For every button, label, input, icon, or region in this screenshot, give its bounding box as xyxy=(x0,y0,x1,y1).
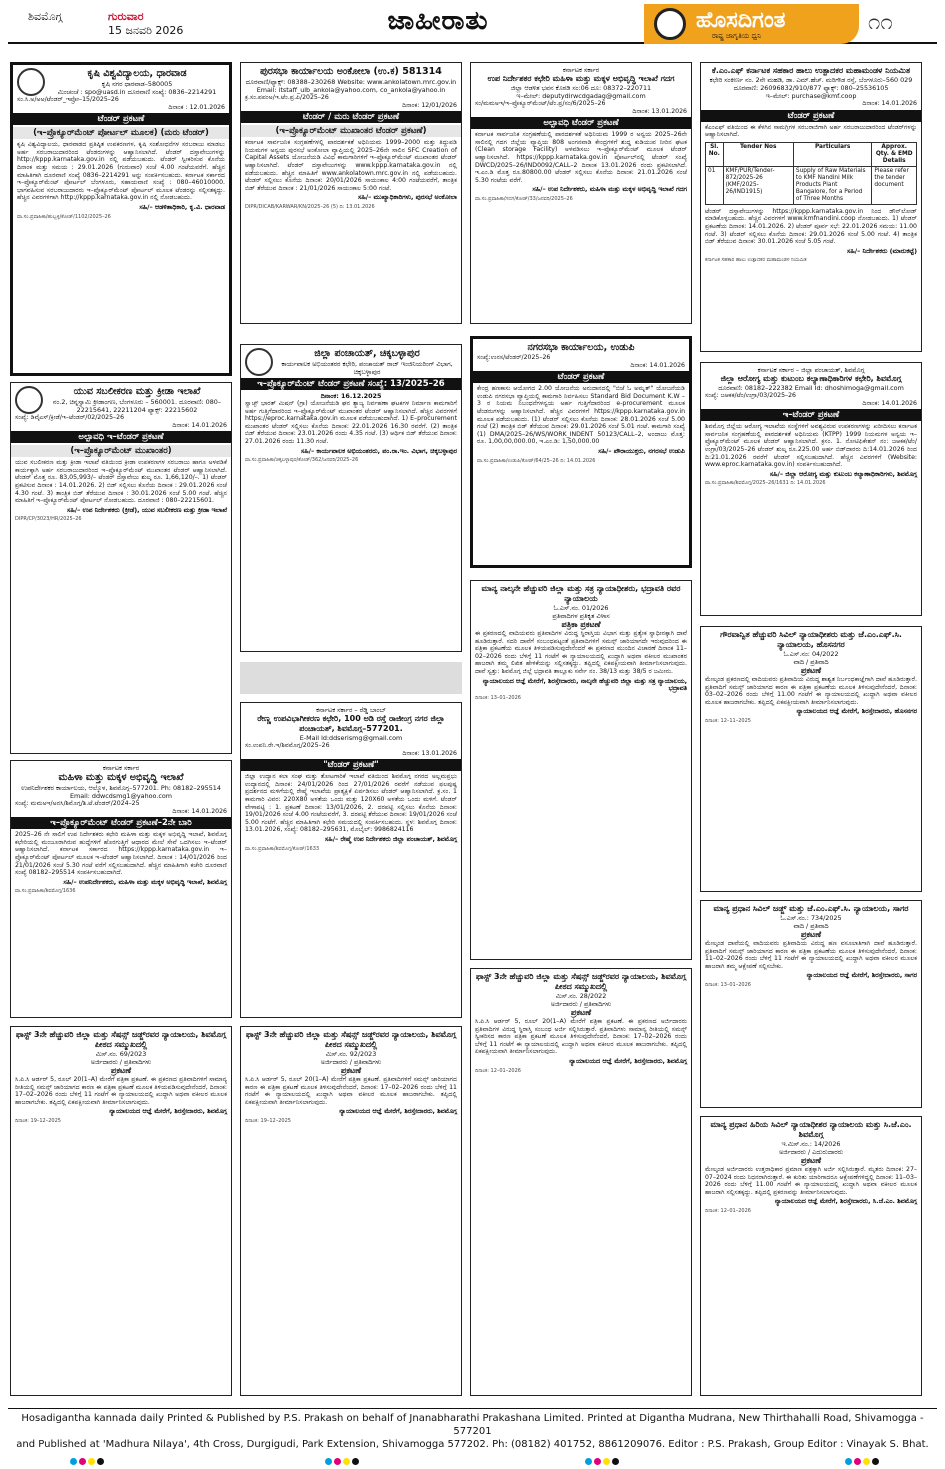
ad-band: ಪ್ರಕಟಣೆ xyxy=(110,1066,132,1075)
date-label: 15 ಜನವರಿ 2026 xyxy=(108,24,184,37)
case-number: ಓ.ಎಸ್.ನಂ. 01/2026 xyxy=(553,604,609,612)
ad-body: ಸ್ವಾಚ್ಛ್ ಭಾರತ್ ಮಿಷನ್ (ಗ್ರಾ) ಯೋಜನೆಯಡಿ ಘನ ತ್ಯಾಜ್ಯ ನಿರ್ವಹಣಾ ಘಟಕಗಳ ನಿರ್ಮಾಣ ಕಾಮಗಾರಿಗೆ ಅರ್ಹ ಗುತ್ತಿಗೆದಾರರಿಂದ ಇ–ಪ್ರೊಕ್ಯೂರ್‌ಮೆಂಟ್ ಮುಖಾಂತರ ಟೆಂಡರ್ ಆಹ್ವಾನಿಸಲಾಗಿದೆ. ಹೆಚ್ಚಿನ ವಿವರಗಳಿಗೆ https://eproc.karnataka.gov.in ಮೂಲಕ ಪಡೆಯಬಹುದಾಗಿದೆ. 1) E–procurement ಮುಖಾಂತರ ಟೆಂಡರ್ ಸಲ್ಲಿಸಲು ಕೊನೆಯ ದಿನಾಂಕ: 22.01.2026 16.30 ರವರೆಗೆ. (2) ತಾಂತ್ರಿಕ ಬಿಡ್ ತೆರೆಯುವ ದಿನಾಂಕ: 23.01.2026 ರಂದು 4.35 ಗಂಟೆ. (3) ಆರ್ಥಿಕ ಬಿಡ್ ತೆರೆಯುವ ದಿನಾಂಕ: 27.01.2026 ರಂದು 11.30 ಗಂಟೆ. xyxy=(245,400,457,445)
ad-ref: ಸಂ.ಸಿ.ಅ/ಅಅ/ಟೆಂಡರ್_ಇಪ್ರೋ–15/2025–26 xyxy=(17,96,119,103)
table-cell: 01 xyxy=(706,166,724,204)
case-number: ಮಿಸ್.ನಂ. 28/2022 xyxy=(555,992,607,1000)
ad-yuva-tender xyxy=(10,382,232,754)
ad-footer: ವಾ.ಸಂ.ಪ್ರವಾಹಿಕಾ/ಚಿಕ್ಕಬಳ್ಳಾಪುರ/ಕೋಡ್/362/ಜನವರಿ/2025–26 xyxy=(245,457,359,464)
case-number: ಮಿಸ್.ನಂ. 92/2023 xyxy=(325,1050,377,1058)
ad-signature: ನ್ಯಾಯಾಲಯದ ಆಜ್ಞೆ ಮೇರೆಗೆ, ಶಿರಸ್ತೇದಾರರು, ಸಾಗರ xyxy=(806,971,917,980)
ad-footer: ದಿನಾಂಕ: 13–01–2026 xyxy=(475,694,521,701)
state-emblem-icon xyxy=(15,386,43,414)
party-label: ಅರ್ಜಿದಾರರು / ಪ್ರತಿವಾದಿಗಳು xyxy=(550,1000,612,1008)
ad-title: ಉಪ ನಿರ್ದೇಶಕರ ಕಛೇರಿ ಮಹಿಳಾ ಮತ್ತು ಮಕ್ಕಳ ಅಭಿವೃದ್ಧಿ ಇಲಾಖೆ ಗದಗ xyxy=(487,74,675,83)
ad-signature: ನ್ಯಾಯಾಲಯದ ಆಜ್ಞೆ ಮೇರೆಗೆ, ಶಿರಸ್ತೇದಾರರು, ಹೊಸನಗರ xyxy=(796,707,917,716)
day-label: ಗುರುವಾರ xyxy=(108,10,144,23)
ad-date: ದಿನಾಂಕ: 14.01.2026 xyxy=(862,399,917,407)
brand-logo-icon xyxy=(654,8,686,40)
ad-band: "ಟೆಂಡರ್ ಪ್ರಕಟಣೆ" xyxy=(241,759,461,771)
ad-body: 2025–26 ನೇ ಸಾಲಿಗೆ ಉಪ ನಿರ್ದೇಶಕರು ಕಛೇರಿ ಮಹಿಳಾ ಮತ್ತು ಮಕ್ಕಳ ಅಭಿವೃದ್ಧಿ ಇಲಾಖೆ, ಶಿವಮೊಗ್ಗ ಕಛೇರಿಯಲ್ಲಿ ಮಂಜೂರಾಗಿರುವ ಹುದ್ದೆಗಳಿಗೆ ಹೊರಗುತ್ತಿಗೆ ಆಧಾರದ ಮೇಲೆ ಸೇವೆ ಒದಗಿಸಲು ಇ–ಟೆಂಡರ್ ಆಹ್ವಾನಿಸಲಾಗಿದೆ. ಕರ್ನಾಟಕ ಸರ್ಕಾರದ https://kppp.karnataka.gov.in ಇ–ಪ್ರೊಕ್ಯೂರ್‌ಮೆಂಟ್ ಪೋರ್ಟಲ್ ಮೂಲಕ ಇ–ಟೆಂಡರ್ ಆಹ್ವಾನಿಸಲಾಗಿದೆ. ದಿನಾಂಕ : 14/01/2026 ರಿಂದ 21/01/2026 ಸಂಜೆ 5.30 ಗಂಟೆ ವರೆಗೆ ಸಲ್ಲಿಸಬಹುದಾಗಿದೆ. ಹೆಚ್ಚಿನ ಮಾಹಿತಿಗಾಗಿ ಕಚೇರಿ ದೂರವಾಣಿ ಸಂಖ್ಯೆ 08182–295514 ಸಂಪರ್ಕಿಸಬಹುದಾಗಿದೆ. xyxy=(15,831,227,877)
ad-band: ಪ್ರಕಟಣೆ xyxy=(570,1008,592,1017)
ad-court-l xyxy=(470,968,692,1396)
ad-title: ಜಿಲ್ಲಾ ಆರೋಗ್ಯ ಮತ್ತು ಕುಟುಂಬ ಕಲ್ಯಾಣಾಧಿಕಾರಿಗಳ ಕಛೇರಿ, ಶಿವಮೊಗ್ಗ xyxy=(720,374,902,383)
ad-ref: ಸಂ.ಉಪನಿ.ರೇ.ಇ/ಶಿವಮೊಗ್ಗ/2025–26 xyxy=(245,742,330,749)
ad-date: ದಿನಾಂಕ: 14.01.2026 xyxy=(862,100,917,107)
ad-body: ಸಿ.ಪಿ.ಸಿ ಆರ್ಡರ್ 5, ರೂಲ್ 20(1–A) ಮೇರೆಗೆ ಪತ್ರಿಕಾ ಪ್ರಕಟಣೆ. ಈ ಪ್ರಕರಣದ ಪ್ರತಿವಾದಿಗಳಿಗೆ ಸಾಮಾನ್ಯ ರೀತಿಯಲ್ಲಿ ಸಮನ್ಸ್ ಜಾರಿಯಾಗದ ಕಾರಣ ಈ ಪತ್ರಿಕಾ ಪ್ರಕಟಣೆ ಮೂಲಕ ತಿಳಿಯಪಡಿಸುವುದೇನೆಂದರೆ, ದಿನಾಂಕ: 17–02–2026 ರಂದು ಬೆಳಿಗ್ಗೆ 11 ಗಂಟೆಗೆ ಈ ನ್ಯಾಯಾಲಯದಲ್ಲಿ ಖುದ್ದಾಗಿ ಅಥವಾ ವಕೀಲರ ಮೂಲಕ ಹಾಜರಾಗಬೇಕು. ತಪ್ಪಿದಲ್ಲಿ ಏಕಪಕ್ಷೀಯವಾಗಿ ತೀರ್ಮಾನಿಸಲಾಗುವುದು. xyxy=(15,1076,227,1106)
ad-band-sub: (ಇ–ಪ್ರೊಕ್ಯೂರ್‌ಮೆಂಟ್ ಮುಖಾಂತರ ಟೆಂಡರ್ ಪ್ರಕಟಣೆ) xyxy=(241,125,461,137)
blank-ad-space xyxy=(240,662,462,694)
ad-footer: ದಿನಾಂಕ: 12–01–2026 xyxy=(475,1067,521,1074)
party-label: ವಾದಿ / ಪ್ರತಿವಾದಿ xyxy=(793,658,829,666)
page-number: ೧೧ xyxy=(868,10,893,35)
case-number: ಮಿಸ್.ನಂ. 69/2023 xyxy=(95,1050,147,1058)
ad-org: ಕರ್ನಾಟಕ ಸರ್ಕಾರ – ರೆಡ್ಡಿ ಬಾಂಬ್ xyxy=(316,706,386,714)
ad-title: ಫಾಸ್ಟ್ 3ನೇ ಹೆಚ್ಚುವರಿ ಜಿಲ್ಲಾ ಮತ್ತು ಸೆಷನ್ಸ್ ಜಡ್ಜ್‌ರವರ ನ್ಯಾಯಾಲಯ, ಶಿವಮೊಗ್ಗ ಪೀಠದ ಸಮ್ಮುಖದಲ್ಲಿ xyxy=(475,972,687,991)
ad-band: ಪತ್ರಿಕಾ ಪ್ರಕಟಣೆ xyxy=(561,620,601,629)
ad-date: ದಿನಾಂಕ: 14.01.2026 xyxy=(172,807,227,815)
ad-body: ಟೆಂಡರ್ ದಸ್ತಾವೇಜುಗಳನ್ನು https://kppp.karnataka.gov.in ನಿಂದ ಡೌನ್‌ಲೋಡ್ ಮಾಡಿಕೊಳ್ಳಬಹುದು. ಹೆಚ್ಚಿನ ವಿವರಗಳಿಗೆ www.kmfnandini.coop ನೋಡಬಹುದು. 1) ಟೆಂಡರ್ ಪ್ರಕಟಣೆಯ ದಿನಾಂಕ: 14.01.2026. 2) ಟೆಂಡರ್ ಪೂರ್ವ ಸಭೆ: 22.01.2026 ಸಮಯ: 11.00 ಗಂಟೆ. 3) ಟೆಂಡರ್ ಸಲ್ಲಿಸಲು ಕೊನೆಯ ದಿನಾಂಕ: 29.01.2026 ಸಂಜೆ 5.00 ಗಂಟೆ. 4) ತಾಂತ್ರಿಕ ಬಿಡ್ ತೆರೆಯುವ ದಿನಾಂಕ: 30.01.2026 ಸಂಜೆ 5.05 ಗಂಟೆ. xyxy=(705,207,917,246)
table-header-cell: Sl. No. xyxy=(706,142,724,166)
ad-footer: ದಿನಾಂಕ: 19–12–2025 xyxy=(15,1117,61,1124)
ad-title: ಮಾನ್ಯ ನಾಲ್ಕನೇ ಹೆಚ್ಚುವರಿ ಜಿಲ್ಲಾ ಮತ್ತು ಸತ್ರ ನ್ಯಾಯಾಧೀಶರು, ಭದ್ರಾವತಿ ರವರ ನ್ಯಾಯಾಲಯ xyxy=(481,584,681,603)
ad-wcd-shimoga xyxy=(10,760,232,1018)
ad-date: ದಿನಾಂಕ : 12.01.2026 xyxy=(168,103,225,111)
party-label: ಅರ್ಜಿದಾರರು / ಪ್ರತಿವಾದಿಗಳು xyxy=(90,1058,152,1066)
university-emblem-icon xyxy=(17,68,45,96)
ad-body: ಶಿವಮೊಗ್ಗ ಜಿಲ್ಲೆಯ ಆರೋಗ್ಯ ಇಲಾಖೆಯ ಸಂಸ್ಥೆಗಳಿಗೆ ಅವಶ್ಯವಿರುವ ಉಪಕರಣಗಳನ್ನು ಖರೀದಿಸಲು ಕರ್ನಾಟಕ ಸಾರ್ವಜನಿಕ ಸಂಗ್ರಹಣೆಯಲ್ಲಿ ಪಾರದರ್ಶಕತೆ ಅಧಿನಿಯಮ (KTPP) 1999 ನಿಯಮಗಳ ಅನ್ವಯ ಇ–ಪ್ರೊಕ್ಯೂರ್‌ಮೆಂಟ್ ಮೂಲಕ ಟೆಂಡರ್ ಆಹ್ವಾನಿಸಲಾಗಿದೆ. ಕ್ರಸಂ. 1. ನೋಟಿಫಿಕೇಶನ್ ನಂ: ಜಆಕಕ/ಟೆಂ/ಉಗ್ರಾ/03/2025–26 ಟೆಂಡರ್ ಶುಲ್ಕ ರೂ.225.00 ಅರ್ಹ ಬಿಡ್‌ದಾರರು ದಿ:14.01.2026 ರಿಂದ ದಿ:21.01.2026 ರವರೆಗೆ ಟೆಂಡರ್ ಸಲ್ಲಿಸಬಹುದಾಗಿದೆ. ಹೆಚ್ಚಿನ ವಿವರಗಳಿಗೆ (Website: www.eproc.karnataka.gov.in) ಸಂಪರ್ಕಿಸಬಹುದಾಗಿದೆ. xyxy=(705,423,917,469)
brand-banner xyxy=(644,4,859,44)
table-header-cell: Tender Nos xyxy=(723,142,793,166)
ad-email: ಇ–ಮೇಲ್: deputydirwcdgadag@gmail.com xyxy=(516,92,646,100)
ad-body: ಕರ್ನಾಟಕ ಸಾರ್ವಜನಿಕ ಸಂಗ್ರಹಣೆಯಲ್ಲಿ ಪಾರದರ್ಶಕತೆ ಅಧಿನಿಯಮ 1999 ರ ಅನ್ವಯ 2025–26ನೇ ಸಾಲಿನಲ್ಲಿ ಗದಗ ಜಿಲ್ಲೆಯ ವ್ಯಾಪ್ತಿಯ 808 ಅಂಗನವಾಡಿ ಕೇಂದ್ರಗಳಿಗೆ ಶುದ್ಧ ಕುಡಿಯುವ ನೀರಿನ ಘಟಕ (Clean storage Facility) ಅಳವಡಿಸಲು ಇ–ಪ್ರೊಕ್ಯೂರ್‌ಮೆಂಟ್ ಮೂಲಕ ಟೆಂಡರ್ ಆಹ್ವಾನಿಸಲಾಗಿದೆ. https://kppp.karnataka.gov.in ಪೋರ್ಟಲ್‌ನಲ್ಲಿ ಟೆಂಡರ್ ಸಂಖ್ಯೆ DWCD/2025–26/IND0092/CALL–2 ದಿನಾಂಕ 13.01.2026 ರಂದು ಪ್ರಕಟಿಸಲಾಗಿದೆ. ಇ.ಎಂ.ಡಿ ಮೊತ್ತ ರೂ.80800.00 ಟೆಂಡರ್ ಸಲ್ಲಿಸಲು ಕೊನೆಯ ದಿನಾಂಕ: 21.01.2026 ಸಂಜೆ 5.30 ಗಂಟೆಯ ವರೆಗೆ. xyxy=(475,131,687,184)
masthead xyxy=(8,4,937,44)
ad-subtitle: ನಂ.2, ಚಿನ್ನಸ್ವಾಮಿ ಕ್ರೀಡಾಂಗಣ, ಬೆಂಗಳೂರು – 560001. ದೂರವಾಣಿ: 080–22215641, 22211204 ಫ್ಯಾಕ್ಸ್: 22215602 xyxy=(52,398,222,414)
ad-org: ಕರ್ನಾಟಕ ಸರ್ಕಾರ xyxy=(562,66,600,74)
ad-body: ಯುವ ಸಬಲೀಕರಣ ಮತ್ತು ಕ್ರೀಡಾ ಇಲಾಖೆ ವತಿಯಿಂದ ಕ್ರೀಡಾ ಉಪಕರಣಗಳ ಸರಬರಾಜು ಹಾಗೂ ಅಳವಡಿಕೆ ಕಾರ್ಯಕ್ಕಾಗಿ ಅರ್ಹ ಸರಬರಾಜುದಾರರಿಂದ ಇ–ಪ್ರೊಕ್ಯೂರ್‌ಮೆಂಟ್ ಮುಖಾಂತರ ಟೆಂಡರ್ ಆಹ್ವಾನಿಸಲಾಗಿದೆ. ಟೆಂಡರ್ ಮೊತ್ತ ರೂ. 83,05,993/– ಟೆಂಡರ್ ದಸ್ತಾವೇಜು ಶುಲ್ಕ ರೂ. 1,66,120/–. 1) ಟೆಂಡರ್ ಪ್ರಕಟಿಸುವ ದಿನಾಂಕ : 14.01.2026. 2) ಬಿಡ್ ಸಲ್ಲಿಸಲು ಕೊನೆಯ ದಿನಾಂಕ : 29.01.2026 ಸಂಜೆ 4.30 ಗಂಟೆ. 3) ತಾಂತ್ರಿಕ ಬಿಡ್ ತೆರೆಯುವ ದಿನಾಂಕ : 30.01.2026 ಸಂಜೆ 5.00 ಗಂಟೆ. ಹೆಚ್ಚಿನ ಮಾಹಿತಿಗೆ ಇ–ಪ್ರೊಕ್ಯೂರ್‌ಮೆಂಟ್ ಪೋರ್ಟಲ್ ನೋಡಬಹುದು. ದೂರವಾಣಿ : 080–22215601. xyxy=(15,459,227,505)
ad-band-sub: (ಇ–ಪ್ರೊಕ್ಯೂರ್‌ಮೆಂಟ್ ಮುಖಾಂತರ) xyxy=(11,445,231,457)
ad-band: ಪ್ರಕಟಣೆ xyxy=(800,1156,822,1165)
registration-marks-4 xyxy=(845,1450,905,1458)
ad-signature: ಸಹಿ/– ನಿರ್ದೇಶಕರು (ಮಾರುಕಟ್ಟೆ) xyxy=(846,246,917,255)
ad-title: ಮಾನ್ಯ ಪ್ರಧಾನ ಹಿರಿಯ ಸಿವಿಲ್ ನ್ಯಾಯಾಧೀಶರ ನ್ಯಾಯಾಲಯ ಮತ್ತು ಸಿ.ಜೆ.ಎಂ. ಶಿವಮೊಗ್ಗ xyxy=(710,1120,912,1139)
ad-footer: ವಾ.ಸಂ.ಪ್ರವಾಹಿಕಾ/ಗದಗ/ಕೋಡ್/33/ಜನವರಿ/2025–26 xyxy=(475,195,573,202)
party-label: ಅರ್ಜಿದಾರರು / ಪ್ರತಿವಾದಿಗಳು xyxy=(320,1058,382,1066)
ad-signature: ನ್ಯಾಯಾಲಯದ ಆಜ್ಞೆ ಮೇರೆಗೆ, ಶಿರಸ್ತೇದಾರರು, ಶಿವಮೊಗ್ಗ xyxy=(569,1056,687,1065)
ad-title: ನಗರಸಭಾ ಕಾರ್ಯಾಲಯ, ಉಡುಪಿ xyxy=(527,342,635,353)
registration-marks-2 xyxy=(325,1450,385,1458)
ad-signature: ಸಹಿ/– ರೇಷ್ಮೆ ಉಪ ನಿರ್ದೇಶಕರು ಜಿಲ್ಲಾ ಪಂಚಾಯತ್, ಶಿವಮೊಗ್ಗ xyxy=(324,834,457,843)
table-header-cell: Approx. Qty. & EMD Details xyxy=(872,142,917,166)
table-cell: KMF/PUR/Tender-872/2025-26 (KMF/2025-26/IND1915) xyxy=(723,166,793,204)
ad-footer: ವಾ.ಸಂ.ಪ್ರವಾಹಿಕಾ/ಶಿವಮೊಗ್ಗ/ಕೋಡ್/1633 xyxy=(245,845,320,852)
ad-court-n xyxy=(700,900,922,1108)
ad-signature: ಸಹಿ/– ಉಪ ನಿರ್ದೇಶಕರು, ಮಹಿಳಾ ಮತ್ತು ಮಕ್ಕಳ ಅಭಿವೃದ್ಧಿ ಇಲಾಖೆ ಗದಗ xyxy=(532,185,687,194)
registration-marks-3 xyxy=(585,1450,645,1458)
ad-signature: ಸಹಿ/– ಜಿಲ್ಲಾ ಆರೋಗ್ಯ ಮತ್ತು ಕುಟುಂಬ ಕಲ್ಯಾಣಾಧಿಕಾರಿಗಳು, ಶಿವಮೊಗ್ಗ xyxy=(769,469,917,478)
ad-signature: ನ್ಯಾಯಾಲಯದ ಆಜ್ಞೆ ಮೇರೆಗೆ, ಶಿರಸ್ತೇದಾರರು, ಶಿವಮೊಗ್ಗ xyxy=(339,1107,457,1116)
imprint-line-1: Hosadigantha kannada daily Printed & Published by P.S. Prakash on behalf of Jnanabharathi Prakashana Limited. Printed at Digantha Mudrana, New Thirthahalli Road, Shivamogga - 577201 xyxy=(21,1413,924,1437)
ad-wcd-gadag xyxy=(470,62,692,324)
ad-body: ಕೇಂದ್ರ ಹಣಕಾಸು ಆಯೋಗದ 2.00 ಯೋಜನೆಯ ಅನುದಾನದಲ್ಲಿ "ಬಿಜೆ ಓ ಅಮೃತ್" ಯೋಜನೆಯಡಿ ಉಡುಪಿ ನಗರಸಭಾ ವ್ಯಾಪ್ತಿಯಲ್ಲಿ ಕಾಮಗಾರಿ ನಿರ್ವಹಿಸಲು Standard Bid Document K.W – 3 ರ ನಿಯಮ ನಿಬಂಧನೆಗಳನ್ವಯ ಅರ್ಹ ಗುತ್ತಿಗೆದಾರರಿಂದ e-procurement ಮೂಲಕ ಟೆಂಡರುಗಳನ್ನು ಆಹ್ವಾನಿಸಲಾಗಿದೆ. ಹೆಚ್ಚಿನ ವಿವರಗಳಿಗೆ https://kppp.karnataka.gov.in ಮೂಲಕ ಪಡೆಯಬಹುದು. (1) ಟೆಂಡರ್ ಸಲ್ಲಿಸಲು ಕೊನೆಯ ದಿನಾಂಕ: 28.01.2026 ಸಂಜೆ 5.00 ಗಂಟೆ (2) ತಾಂತ್ರಿಕ ಬಿಡ್ ತೆರೆಯುವ ದಿನಾಂಕ: 29.01.2026 ಸಂಜೆ 5.01 ಗಂಟೆ. ಕಾಮಗಾರಿ ಸಂಖ್ಯೆ (1) DMA/2025–26/WS/WORK_INDENT 50123/CALL–2, ಅಂದಾಜು ಮೊತ್ತ: ರೂ. 1,00,00,000.00, ಇ.ಎಂ.ಡಿ: 1,50,000.00 xyxy=(477,385,685,446)
ad-ranebennur xyxy=(240,702,462,1018)
ad-email: E-Mail ld:ddserismg@gmail.com xyxy=(299,734,403,742)
brand-tagline: ರಾಷ್ಟ್ರ ಜಾಗೃತಿಯ ಧ್ವನಿ xyxy=(712,32,762,40)
ad-date: ದಿನಾಂಕ: 14.01.2026 xyxy=(172,421,227,429)
ad-contact: ದೂರವಾಣಿ/ಫ್ಯಾಕ್ಸ್: 08388–230268 Website: www.ankolatown.mrc.gov.in xyxy=(245,78,457,86)
ad-band: ಪ್ರಕಟಣೆ xyxy=(800,930,822,939)
party-label: ಪ್ರತಿವಾದಿಗಳ ಪ್ರತಿಕೃತ ವಿಳಾಸ xyxy=(552,612,610,620)
ad-court-p xyxy=(10,1026,232,1396)
ad-subtitle: ಜಿಲ್ಲಾ ಆಡಳಿತ ಭವನ ಕೊಠಡಿ ಸಂ:06 ದೂ: 08372–220711 xyxy=(510,84,652,92)
ad-footer: ದಿನಾಂಕ: 12–11–2025 xyxy=(705,717,751,724)
ad-footer: ವಾ.ಸಂ.ಪ್ರವಾಹಿಕಾ/ಶಿವಮೊಗ್ಗ/2025–26/1631 ದಿ: 14.01.2026 xyxy=(705,480,826,487)
party-label: ವಾದಿ / ಪ್ರತಿವಾದಿ xyxy=(793,922,829,930)
ad-signature: ನ್ಯಾಯಾಲಯದ ಆಜ್ಞೆ ಮೇರೆಗೆ, ಶಿರಸ್ತೇದಾರರು, ನಾಲ್ಕನೇ ಹೆಚ್ಚುವರಿ ಜಿಲ್ಲಾ ಮತ್ತು ಸತ್ರ ನ್ಯಾಯಾಲಯ, ಭದ್ರಾವತಿ xyxy=(482,676,687,693)
ad-chikkaballapur xyxy=(240,344,462,652)
ad-date: ದಿನಾಂಕ: 14.01.2026 xyxy=(630,361,685,369)
ad-email: ಇ–ಮೇಲ್: purchase@kmf.coop xyxy=(765,92,857,100)
ad-signature: ನ್ಯಾಯಾಲಯದ ಆಜ್ಞೆ ಮೇರೆಗೆ, ಶಿರಸ್ತೇದಾರರು, ಸಿ.ಜೆ.ಎಂ. ಶಿವಮೊಗ್ಗ xyxy=(774,1197,917,1206)
ad-kmf xyxy=(700,62,922,352)
ad-band-sub: ದಿನಾಂಕ: 16.12.2025 xyxy=(320,392,382,400)
ad-band: ಟೆಂಡರ್ ಪ್ರಕಟಣೆ xyxy=(13,113,229,125)
ad-body: ಜಿಲ್ಲಾ ಉದ್ಯಾನ ಕಲಾ ಸಂಘ ಮತ್ತು ತೋಟಗಾರಿಕೆ ಇಲಾಖೆ ವತಿಯಿಂದ ಶಿವಮೊಗ್ಗ ನಗರದ ಅಲ್ಲಮಪ್ರಭು ಉದ್ಯಾನದಲ್ಲಿ ದಿನಾಂಕ: 24/01/2026 ರಿಂದ 27/01/2026 ರವರೆಗೆ ನಡೆಯುವ ಫಲಪುಷ್ಪ ಪ್ರದರ್ಶನದ ಮಳಿಗೆಯಲ್ಲಿ ರೇಷ್ಮೆ ಇಲಾಖೆಯ ಪ್ರಾತ್ಯಕ್ಷಿಕೆ ಏರ್ಪಡಿಸಲು ಟೆಂಡರ್ ಆಹ್ವಾನಿಸಲಾಗಿದೆ. ಕ್ರ.ಸಂ. 1 ಕಾಮಗಾರಿ ವಿವರ: 220X80 ಅಳತೆಯ ಒಂದು ಮತ್ತು 120X60 ಅಳತೆಯ ಒಂದು ಮಳಿಗೆ. ಟೆಂಡರ್ ವೇಳಾಪಟ್ಟಿ : 1. ಪ್ರಕಟಣೆ ದಿನಾಂಕ: 13/01/2026, 2. ದರಪಟ್ಟಿ ಸಲ್ಲಿಸಲು ಕೊನೆಯ ದಿನಾಂಕ: 19/01/2026 ಸಂಜೆ 4.00 ಗಂಟೆಯವರೆಗೆ, 3. ದರಪಟ್ಟಿ ತೆರೆಯುವ ದಿನಾಂಕ: 19/01/2026 ಸಂಜೆ 5.00 ಗಂಟೆಗೆ. ಹೆಚ್ಚಿನ ಮಾಹಿತಿಗಾಗಿ ಕಛೇರಿ ಸಮಯದಲ್ಲಿ ಸಂಪರ್ಕಿಸಬಹುದು. ಸ್ಥಳ: ಶಿವಮೊಗ್ಗ ದಿನಾಂಕ: 13.01.2026, ಸಂಖ್ಯೆ: 08182–295631, ಮೊಬೈಲ್: 9986824116 xyxy=(245,773,457,834)
ad-title: ಯುವ ಸಬಲೀಕರಣ ಮತ್ತು ಕ್ರೀಡಾ ಇಲಾಖೆ xyxy=(73,386,201,397)
ad-footer: ವಾ.ಸಂ.ಪ್ರವಾಹಿಕಾ/ಶಿವಮೊಗ್ಗ/1636 xyxy=(15,888,76,895)
ad-subtitle: ಕೃಷಿ ನಗರ ಧಾರವಾಡ–580005 xyxy=(101,80,173,88)
ad-title: ಜಿಲ್ಲಾ ಪಂಚಾಯತ್, ಚಿಕ್ಕಬಳ್ಳಾಪುರ xyxy=(314,348,420,359)
ad-court-o xyxy=(700,1116,922,1396)
ad-date: ದಿನಾಂಕ: 12/01/2026 xyxy=(402,101,457,109)
ad-title: ಫಾಸ್ಟ್ 3ನೇ ಹೆಚ್ಚುವರಿ ಜಿಲ್ಲಾ ಮತ್ತು ಸೆಷನ್ಸ್ ಜಡ್ಜ್‌ರವರ ನ್ಯಾಯಾಲಯ, ಶಿವಮೊಗ್ಗ ಪೀಠದ ಸಮ್ಮುಖದಲ್ಲಿ xyxy=(15,1030,227,1049)
ad-band: ಇ–ಪ್ರೊಕ್ಯೂರ್‌ಮೆಂಟ್ ಟೆಂಡರ್ ಪ್ರಕಟಣೆ ಸಂಖ್ಯೆ: 13/2025–26 xyxy=(241,378,461,390)
party-label: ಅರ್ಜಿದಾರರು / ಎದುರುದಾರರು xyxy=(778,1148,844,1156)
table-cell: Please refer the tender document xyxy=(872,166,917,204)
ad-ankola xyxy=(240,62,462,324)
ad-title: ಫಾಸ್ಟ್ 3ನೇ ಹೆಚ್ಚುವರಿ ಜಿಲ್ಲಾ ಮತ್ತು ಸೆಷನ್ಸ್ ಜಡ್ಜ್‌ರವರ ನ್ಯಾಯಾಲಯ, ಶಿವಮೊಗ್ಗ ಪೀಠದ ಸಮ್ಮುಖದಲ್ಲಿ xyxy=(245,1030,457,1049)
ad-band: ಇ–ಪ್ರೊಕ್ಯೂರ್‌ಮೆಂಟ್ ಟೆಂಡರ್ ಪ್ರಕಟಣೆ–2ನೇ ಬಾರಿ xyxy=(11,817,231,829)
ad-footer: ವಾ.ಸಂ.ಪ್ರವಾಹಿಕಾ/ಹುಬ್ಬಳ್ಳಿ/ಕೋಡ್/1102/2025–26 xyxy=(17,213,111,220)
ad-court-k xyxy=(470,580,692,960)
ad-band: ಪ್ರಕಟಣೆ xyxy=(800,666,822,675)
ad-signature: ಸಹಿ/– ಕಾರ್ಯಪಾಲಕ ಅಭಿಯಂತರರು, ಪಂ.ರಾ.ಇಂ. ವಿಭಾಗ, ಚಿಕ್ಕಬಳ್ಳಾಪುರ xyxy=(300,446,457,455)
ad-org: ಕರ್ನಾಟಕ ಸರ್ಕಾರ xyxy=(102,764,140,772)
table-cell: Supply of Raw Materials to KMF Nandini Milk Products Plant Bangalore, for a Period of Three Months xyxy=(793,166,871,204)
ad-date: ದಿನಾಂಕ: 13.01.2026 xyxy=(402,749,457,757)
ad-band-sub: (ಇ–ಪ್ರೊಕ್ಯೂರ್‌ಮೆಂಟ್ ಪೋರ್ಟಲ್ ಮೂಲಕ) (ಮರು ಟೆಂಡರ್) xyxy=(13,127,229,139)
ad-footer: ದಿನಾಂಕ: 13–01–2026 xyxy=(705,981,751,988)
ad-footer: ದಿನಾಂಕ: 12–01–2026 xyxy=(705,1207,751,1214)
ad-signature: ಸಹಿ/– ಪೌರಾಯುಕ್ತರು, ನಗರಸಭೆ ಉಡುಪಿ xyxy=(598,446,685,455)
registration-marks-1 xyxy=(70,1450,130,1458)
table-header-cell: Particulars xyxy=(793,142,871,166)
ad-body: ಸಿ.ಪಿ.ಸಿ ಆರ್ಡರ್ 5, ರೂಲ್ 20(1–A) ಮೇರೆಗೆ ಪತ್ರಿಕಾ ಪ್ರಕಟಣೆ. ಪ್ರತಿವಾದಿಗಳಿಗೆ ಸಮನ್ಸ್ ಜಾರಿಯಾಗದ ಕಾರಣ ಈ ಪತ್ರಿಕಾ ಪ್ರಕಟಣೆ ಮೂಲಕ ತಿಳಿಸುವುದೇನೆಂದರೆ, ದಿನಾಂಕ: 17–02–2026 ರಂದು ಬೆಳಿಗ್ಗೆ 11 ಗಂಟೆಗೆ ಈ ನ್ಯಾಯಾಲಯದಲ್ಲಿ ಖುದ್ದಾಗಿ ಅಥವಾ ವಕೀಲರ ಮೂಲಕ ಹಾಜರಾಗಬೇಕು. ತಪ್ಪಿದಲ್ಲಿ ಏಕಪಕ್ಷೀಯವಾಗಿ ತೀರ್ಮಾನಿಸಲಾಗುವುದು. xyxy=(245,1076,457,1106)
masthead-dateline xyxy=(28,10,184,37)
brand-name: ಹೊಸದಿಗಂತ xyxy=(696,8,786,33)
ad-ref: ಸಂಖ್ಯೆ: ಡಿವೈಎಸ್/ಕ್ರೀಡೆ/ಇ–ಟೆಂಡರ್/02/2025–26 xyxy=(15,414,125,421)
ad-body: ಮೇಲ್ಕಂಡ ಅರ್ಜಿದಾರರು ಉತ್ತರಾಧಿಕಾರ ಪ್ರಮಾಣ ಪತ್ರಕ್ಕಾಗಿ ಅರ್ಜಿ ಸಲ್ಲಿಸಿರುತ್ತಾರೆ. ಮೃತರು ದಿನಾಂಕ: 27–07–2024 ರಂದು ನಿಧನರಾಗಿರುತ್ತಾರೆ. ಈ ಕುರಿತು ಯಾರಿಗಾದರೂ ಆಕ್ಷೇಪಣೆಗಳಿದ್ದಲ್ಲಿ ದಿನಾಂಕ: 11–03–2026 ರಂದು ಬೆಳಿಗ್ಗೆ 11.00 ಗಂಟೆಗೆ ಈ ನ್ಯಾಯಾಲಯದಲ್ಲಿ ಖುದ್ದಾಗಿ ಅಥವಾ ವಕೀಲರ ಮೂಲಕ ಹಾಜರಾಗಿ ಸಲ್ಲಿಸತಕ್ಕದ್ದು. ತಪ್ಪಿದಲ್ಲಿ ಪ್ರಕರಣವನ್ನು ತೀರ್ಮಾನಿಸಲಾಗುವುದು. xyxy=(705,1166,917,1196)
table-row xyxy=(706,166,917,204)
ad-date: ದಿನಾಂಕ: 13.01.2026 xyxy=(632,107,687,115)
ad-title: ಕೆ.ಎಂ.ಎಫ್ ಕರ್ನಾಟಕ ಸಹಕಾರ ಹಾಲು ಉತ್ಪಾದಕರ ಮಹಾಮಂಡಳ ನಿಯಮಿತ xyxy=(711,66,911,75)
ad-band: ಇ–ಟೆಂಡರ್ ಪ್ರಕಟಣೆ xyxy=(701,409,921,421)
ad-subtitle: ಕಾರ್ಯಪಾಲಕ ಅಭಿಯಂತರರ ಕಛೇರಿ, ಪಂಚಾಯತ್ ರಾಜ್ ಇಂಜಿನಿಯರಿಂಗ್ ವಿಭಾಗ, ಚಿಕ್ಕಬಳ್ಳಾಪುರ xyxy=(281,360,453,376)
ad-title: ಪುರಸಭಾ ಕಾರ್ಯಾಲಯ ಅಂಕೋಲಾ (ಉ.ಕ) 581314 xyxy=(260,66,442,77)
ad-footer: ಕರ್ನಾಟಕ ಸಹಕಾರ ಹಾಲು ಉತ್ಪಾದಕರ ಮಹಾಮಂಡಳ ನಿಯಮಿತ xyxy=(705,257,807,264)
ad-title: ಕೃಷಿ ವಿಶ್ವವಿದ್ಯಾಲಯ, ಧಾರವಾಡ xyxy=(87,68,187,79)
ad-contact: ದೂರವಾಣಿ: 08182–222382 Email Id: dhoshimoga@gmail.com xyxy=(718,384,904,392)
ad-title: ಗೌರವಾನ್ವಿತ ಹೆಚ್ಚುವರಿ ಸಿವಿಲ್ ನ್ಯಾಯಾಧೀಶರು ಮತ್ತು ಜೆ.ಎಂ.ಎಫ್.ಸಿ. ನ್ಯಾಯಾಲಯ, ಹೊಸನಗರ xyxy=(720,630,902,649)
ad-org: ಕರ್ನಾಟಕ ಸರ್ಕಾರ – ಜಿಲ್ಲಾ ಪಂಚಾಯತ್, ಶಿವಮೊಗ್ಗ xyxy=(757,366,865,374)
ad-footer: DIPR/DICAB/KARWAR/KN/2025–26 (5) ದಿ: 13.01.2026 xyxy=(245,203,375,210)
ad-subtitle: ಉಪನಿರ್ದೇಶಕರ ಕಾರ್ಯಾಲಯ, ಆಲ್ಕೊಳ, ಶಿವಮೊಗ್ಗ–577201. Ph: 08182–295514 Email: ddwcdsmg1@yahoo.com xyxy=(21,784,221,800)
ad-email: Email: itstaff_ulb_ankola@yahoo.com, co_ankola@yahoo.in xyxy=(256,86,446,94)
ad-body: ಮೇಲ್ಕಂಡ ದಾವೆಯಲ್ಲಿ ವಾದಿಯವರು ಪ್ರತಿವಾದಿಯ ವಿರುದ್ಧ ಹಣ ವಸೂಲಾತಿಗಾಗಿ ದಾವೆ ಹೂಡಿರುತ್ತಾರೆ. ಪ್ರತಿವಾದಿಗೆ ಸಮನ್ಸ್ ಜಾರಿಯಾಗದ ಕಾರಣ ಈ ಪತ್ರಿಕಾ ಪ್ರಕಟಣೆಯ ಮೂಲಕ ತಿಳಿಸುವುದೇನೆಂದರೆ, ದಿನಾಂಕ: 11–02–2026 ರಂದು ಬೆಳಿಗ್ಗೆ 11 ಗಂಟೆಗೆ ಈ ನ್ಯಾಯಾಲಯದಲ್ಲಿ ಖುದ್ದಾಗಿ ಅಥವಾ ವಕೀಲರ ಮೂಲಕ ಹಾಜರಾಗಿ ತಮ್ಮ ಆಕ್ಷೇಪಣೆ ಸಲ್ಲಿಸಬೇಕು. xyxy=(705,940,917,970)
ad-contact: ಮಿಂಚಂಚೆ : spo@uasd.in ದೂರವಾಣಿ ಸಂಖ್ಯೆ: 0836–2214291 xyxy=(57,88,217,96)
imprint-line-2: and Published at 'Madhura Nilaya', 4th Cross, Durgigudi, Park Extension, Shivamogga 577202. Ph: (08182) 401752, 8861209076. Editor : P.S. Prakash, Group Editor : Vinayak S. Bhat. xyxy=(16,1439,929,1450)
case-number: ಓ.ಎಸ್.ನಂ: 04/2022 xyxy=(783,650,839,658)
ad-footer: DIPR/CP/3023/HR/2025–26 xyxy=(15,516,82,523)
ad-title: ಮಹಿಳಾ ಮತ್ತು ಮಕ್ಕಳ ಅಭಿವೃದ್ಧಿ ಇಲಾಖೆ xyxy=(58,772,184,783)
ad-court-m xyxy=(700,626,922,892)
ad-court-q xyxy=(240,1026,462,1396)
ad-band: ಅಲ್ಪಾವಧಿ ಇ–ಟೆಂಡರ್ ಪ್ರಕಟಣೆ xyxy=(11,431,231,443)
ad-band: ಟೆಂಡರ್ ಪ್ರಕಟಣೆ xyxy=(473,371,689,383)
ad-footer: ವಾ.ಸಂ.ಪ್ರವಾಹಿಕಾ/ಉಡುಪಿ/ಕೋಡ್/64/25–26 ದಿ: 14.01.2026 xyxy=(477,457,596,464)
ad-band: ಪ್ರಕಟಣೆ xyxy=(340,1066,362,1075)
ad-intro: ಕೆಎಂಎಫ್ ವತಿಯಿಂದ ಈ ಕೆಳಗಿನ ಸಾಮಗ್ರಿಗಳ ಸರಬರಾಜಿಗಾಗಿ ಅರ್ಹ ಸರಬರಾಜುದಾರರಿಂದ ಟೆಂಡರ್‌ಗಳನ್ನು ಆಹ್ವಾನಿಸಲಾಗಿದೆ. xyxy=(705,123,917,139)
case-number: ಇ.ಮಿಸ್.ನಂ.: 14/2026 xyxy=(781,1140,841,1148)
ad-body: ಕೃಷಿ ವಿಶ್ವವಿದ್ಯಾಲಯ, ಧಾರವಾಡದ ಪ್ರತಿಷ್ಠಿತ ಉಪಕರಣಗಳ, ಕೃಷಿ ಸಂಶೋಧನೆಗಳ ಸರಬರಾಜು ಮಾಡಲು ಅರ್ಹ ಸರಬರಾಜುದಾರರಿಂದ ಟೆಂಡರುಗಳನ್ನು ಆಹ್ವಾನಿಸಲಾಗಿದೆ. ಟೆಂಡರ್ ದಸ್ತಾವೇಜುಗಳನ್ನು http://kppp.karnataka.gov.in ನಲ್ಲಿ ಪಡೆಯಬಹುದು. ಟೆಂಡರ್ ಸ್ವೀಕರಿಸುವ ಕೊನೆಯ ದಿನಾಂಕ ಮತ್ತು ಸಮಯ : 29.01.2026 (ಗುರುವಾರ) ಸಂಜೆ 4.00 ಗಂಟೆಯವರೆಗೆ. ಹೆಚ್ಚಿನ ಮಾಹಿತಿಗಾಗಿ ದೂರವಾಣಿ ಸಂಖ್ಯೆ 0836–2214291 ಅನ್ನು ಸಂಪರ್ಕಿಸಬಹುದು. ಕರ್ನಾಟಕ ಸರ್ಕಾರದ ಇ–ಪ್ರೊಕ್ಯೂರ್‌ಮೆಂಟ್ ಪೋರ್ಟಲ್ ಬೆಂಗಳೂರು, ಸಹಾಯವಾಣಿ ಸಂಖ್ಯೆ : 080–46010000. ಭಾಗವಹಿಸುವ ಸರಬರಾಜುದಾರರು ಇ–ಪ್ರೊಕ್ಯೂರ್‌ಮೆಂಟ್ ಪೋರ್ಟಲ್ ಮೂಲಕ ಟೆಂಡರನ್ನು ಸಲ್ಲಿಸತಕ್ಕದ್ದು. ಹೆಚ್ಚಿನ ವಿವರಗಳಿಗಾಗಿ http://kppp.karnataka.gov.in ನಲ್ಲಿ ನೋಡಬಹುದು. xyxy=(17,141,225,202)
ad-ref: ಸಂಖ್ಯೆ: ಜಆಕಕ/ಟೆಂ/ಉಗ್ರಾ/03/2025–26 xyxy=(705,392,796,399)
ad-ref: ಸಂಖ್ಯೆ:ಉನಸ/ಟೆಂಡರ್/2025–26 xyxy=(477,354,551,361)
ad-subtitle: ಕಛೇರಿ ಸಂಕೀರ್ಣ ನಂ. 2ನೇ ಮಹಡಿ, ಡಾ. ಎಮ್.ಹೆಚ್. ಮರಿಗೌಡ ರಸ್ತೆ, ಬೆಂಗಳೂರು–560 029 ದೂರವಾಣಿ: 26096832/910/877 ಫ್ಯಾಕ್ಸ್: 080–25536105 xyxy=(709,76,913,92)
state-emblem-icon xyxy=(245,348,273,376)
ad-ref: ಸಂ/ಮಮಅಇ/ಇ–ಪ್ರೊಕ್ಯೂರ್‌ಮೆಂಟ್/ಟೆಂ.ಪ್ರ/ಸಂ/6/2025–26 xyxy=(475,100,606,107)
ad-band: ಟೆಂಡರ್ / ಮರು ಟೆಂಡರ್ ಪ್ರಕಟಣೆ xyxy=(241,111,461,123)
ad-band: ಅಲ್ಪಾವಧಿ ಟೆಂಡರ್ ಪ್ರಕಟಣೆ xyxy=(471,117,691,129)
ad-uasd-tender xyxy=(10,62,232,376)
ad-body: ಕರ್ನಾಟಕ ಸಾರ್ವಜನಿಕ ಸಂಗ್ರಹಣೆಗಳಲ್ಲಿ ಪಾರದರ್ಶಕತೆ ಅಧಿನಿಯಮ 1999–2000 ಮತ್ತು ತಿದ್ದುಪಡಿ ನಿಯಮಗಳ ಅನ್ವಯ ಪುರಸಭೆ ಅಂಕೋಲಾ ವ್ಯಾಪ್ತಿಯಲ್ಲಿ 2025–26ನೇ ಸಾಲಿನ SFC Creation of Capital Assets ಯೋಜನೆಯಡಿ ವಿವಿಧ ಕಾಮಗಾರಿಗಳಿಗೆ ಇ–ಪ್ರೊಕ್ಯೂರ್‌ಮೆಂಟ್ ಮುಖಾಂತರ ಟೆಂಡರ್ ಆಹ್ವಾನಿಸಲಾಗಿದೆ. ಟೆಂಡರ್ ದಸ್ತಾವೇಜುಗಳನ್ನು www.kppp.karnataka.gov.in ನಲ್ಲಿ ಪಡೆಯಬಹುದು. ಹೆಚ್ಚಿನ ಮಾಹಿತಿಗೆ www.ankolatown.mrc.gov.in ನಲ್ಲಿ ಪಡೆಯಬಹುದು. ಟೆಂಡರ್ ಸಲ್ಲಿಸಲು ಕೊನೆಯ ದಿನಾಂಕ: 20/01/2026 ಸಾಯಂಕಾಲ 4:00 ಗಂಟೆಯವರೆಗೆ, ತಾಂತ್ರಿಕ ಬಿಡ್ ತೆರೆಯುವ ದಿನಾಂಕ : 21/01/2026 ಸಾಯಂಕಾಲ 5:00 ಗಂಟೆ. xyxy=(245,139,457,192)
ad-signature: ನ್ಯಾಯಾಲಯದ ಆಜ್ಞೆ ಮೇರೆಗೆ, ಶಿರಸ್ತೇದಾರರು, ಶಿವಮೊಗ್ಗ xyxy=(109,1107,227,1116)
ad-body: ಈ ಪ್ರಕರಣದಲ್ಲಿ ವಾದಿಯವರು ಪ್ರತಿವಾದಿಗಳ ವಿರುದ್ಧ ಸ್ಥಿರಾಸ್ತಿಯ ವಿಭಾಗ ಮತ್ತು ಪ್ರತ್ಯೇಕ ಸ್ವಾಧೀನಕ್ಕಾಗಿ ದಾವೆ ಹೂಡಿರುತ್ತಾರೆ. ಸದರಿ ದಾವೆಗೆ ಸಂಬಂಧಪಟ್ಟಂತೆ ಪ್ರತಿವಾದಿಗಳಿಗೆ ಸಮನ್ಸ್ ಜಾರಿಯಾಗದೇ ಇರುವುದರಿಂದ ಈ ಪತ್ರಿಕಾ ಪ್ರಕಟಣೆಯ ಮೂಲಕ ತಿಳಿಯಪಡಿಸುವುದೇನೆಂದರೆ ಈ ಪ್ರಕರಣದ ಮುಂದಿನ ವಿಚಾರಣೆ ದಿನಾಂಕ 11–02–2026 ರಂದು ಬೆಳಿಗ್ಗೆ 11 ಗಂಟೆಗೆ ಈ ನ್ಯಾಯಾಲಯದಲ್ಲಿ ಖುದ್ದಾಗಿ ಅಥವಾ ವಕೀಲರ ಮುಖಾಂತರ ಹಾಜರಾಗಿ ತಮ್ಮ ಲಿಖಿತ ಹೇಳಿಕೆಯನ್ನು ಸಲ್ಲಿಸತಕ್ಕದ್ದು. ತಪ್ಪಿದಲ್ಲಿ ಏಕಪಕ್ಷೀಯವಾಗಿ ತೀರ್ಮಾನಿಸಲಾಗುವುದು. ದಾವೆ ಸ್ವತ್ತು: ಶಿವಮೊಗ್ಗ ಜಿಲ್ಲೆ ಭದ್ರಾವತಿ ತಾಲ್ಲೂಕು ಸರ್ವೇ ನಂ. 38/13 ಮತ್ತು 38/5 ರ ಜಮೀನು. xyxy=(475,630,687,675)
table-header-row xyxy=(706,142,917,166)
ad-band: ಟೆಂಡರ್ ಪ್ರಕಟಣೆ xyxy=(701,110,921,122)
tender-table xyxy=(705,142,917,205)
ad-signature: ಸಹಿ/– ಮುಖ್ಯಾಧಿಕಾರಿಗಳು, ಪುರಸಭೆ ಅಂಕೋಲಾ xyxy=(358,193,457,202)
case-number: ಓ.ಎಸ್.ನಂ.: 734/2025 xyxy=(780,914,842,922)
ad-ref: ಸಂಖ್ಯೆ: ಮಮಅಇ/ಅನಸಿ/ಶಿಮೊಗ್ಗ/ಶಿ.ಟೆ.ಟೆಂಡರ್/2024–25 xyxy=(15,800,140,807)
ad-body: ಮೇಲ್ಕಂಡ ಪ್ರಕರಣದಲ್ಲಿ ವಾದಿಯವರು ಪ್ರತಿವಾದಿಯ ವಿರುದ್ಧ ಶಾಶ್ವತ ನಿರ್ಬಂಧಕಾಜ್ಞೆಗಾಗಿ ದಾವೆ ಹೂಡಿರುತ್ತಾರೆ. ಪ್ರತಿವಾದಿಗೆ ಸಮನ್ಸ್ ಜಾರಿಯಾಗದ ಕಾರಣ ಈ ಪತ್ರಿಕಾ ಪ್ರಕಟಣೆಯ ಮೂಲಕ ತಿಳಿಸುವುದೇನೆಂದರೆ, ದಿನಾಂಕ: 03–02–2026 ರಂದು ಬೆಳಿಗ್ಗೆ 11.00 ಗಂಟೆಗೆ ಈ ನ್ಯಾಯಾಲಯದಲ್ಲಿ ಖುದ್ದಾಗಿ ಅಥವಾ ವಕೀಲರ ಮೂಲಕ ಹಾಜರಾಗಬೇಕು. ತಪ್ಪಿದಲ್ಲಿ ಏಕಪಕ್ಷೀಯವಾಗಿ ತೀರ್ಮಾನಿಸಲಾಗುವುದು. xyxy=(705,676,917,706)
ad-ref: ಕ್ರ.ಸಂ.ಪಪಂಅ/ಇ.ಟೆಂ.ಪ್ರ.ಪಿ/2025–26 xyxy=(245,94,329,101)
ad-signature: ಸಹಿ/– ಉಪ ನಿರ್ದೇಶಕರು (ಕ್ರೀಡೆ), ಯುವ ಸಬಲೀಕರಣ ಮತ್ತು ಕ್ರೀಡಾ ಇಲಾಖೆ xyxy=(66,505,227,514)
ad-signature: ಸಹಿ/– ಉಪನಿರ್ದೇಶಕರು, ಮಹಿಳಾ ಮತ್ತು ಮಕ್ಕಳ ಅಭಿವೃದ್ಧಿ ಇಲಾಖೆ, ಶಿವಮೊಗ್ಗ xyxy=(63,877,227,886)
ad-title: ರೇಣ್ಣ ಉಪವಿಭಾಗೀಕರಣ ಕಛೇರಿ, 100 ಅಡಿ ರಸ್ತೆ ರಾಜೀಂಗ್ರ ನಗರ ಜಿಲ್ಲಾ ಪಂಚಾಯತ್, ಶಿವಮೊಗ್ಗ–577201. xyxy=(257,714,445,733)
city-label: ಶಿವಮೊಗ್ಗ xyxy=(28,10,63,23)
ad-signature: ಸಹಿ/– ಆಡಳಿತಾಧಿಕಾರಿ, ಕೃ.ವಿ. ಧಾರವಾಡ xyxy=(139,202,225,211)
print-imprint xyxy=(8,1408,937,1451)
ad-body: ಸಿ.ಪಿ.ಸಿ ಆರ್ಡರ್ 5, ರೂಲ್ 20(1–A) ಮೇರೆಗೆ ಪತ್ರಿಕಾ ಪ್ರಕಟಣೆ. ಈ ಪ್ರಕರಣದ ಅರ್ಜಿದಾರರು ಪ್ರತಿವಾದಿಗಳ ವಿರುದ್ಧ ಸ್ಥಿರಾಸ್ತಿ ಸಂಬಂಧ ಅರ್ಜಿ ಸಲ್ಲಿಸಿರುತ್ತಾರೆ. ಪ್ರತಿವಾದಿಗಳು ಸಾಮಾನ್ಯ ರೀತಿಯಲ್ಲಿ ಸಮನ್ಸ್ ಸ್ವೀಕರಿಸದ ಕಾರಣ ಪತ್ರಿಕಾ ಪ್ರಕಟಣೆ ಮೂಲಕ ತಿಳಿಸುವುದೇನೆಂದರೆ, ದಿನಾಂಕ: 17–02–2026 ರಂದು ಬೆಳಿಗ್ಗೆ 11 ಗಂಟೆಗೆ ಈ ನ್ಯಾಯಾಲಯದಲ್ಲಿ ಖುದ್ದಾಗಿ ಅಥವಾ ವಕೀಲರ ಮೂಲಕ ಹಾಜರಾಗಬೇಕು. ತಪ್ಪಿದಲ್ಲಿ ಏಕಪಕ್ಷೀಯವಾಗಿ ತೀರ್ಮಾನಿಸಲಾಗುವುದು. xyxy=(475,1018,687,1056)
ad-title: ಮಾನ್ಯ ಪ್ರಧಾನ ಸಿವಿಲ್ ಜಡ್ಜ್ ಮತ್ತು ಜೆ.ಎಂ.ಎಫ್.ಸಿ. ನ್ಯಾಯಾಲಯ, ಸಾಗರ xyxy=(713,904,909,913)
section-title: ಜಾಹೀರಾತು xyxy=(387,6,489,36)
ad-udupi xyxy=(470,336,692,568)
ad-health xyxy=(700,362,922,616)
ad-footer: ದಿನಾಂಕ: 19–12–2025 xyxy=(245,1117,291,1124)
